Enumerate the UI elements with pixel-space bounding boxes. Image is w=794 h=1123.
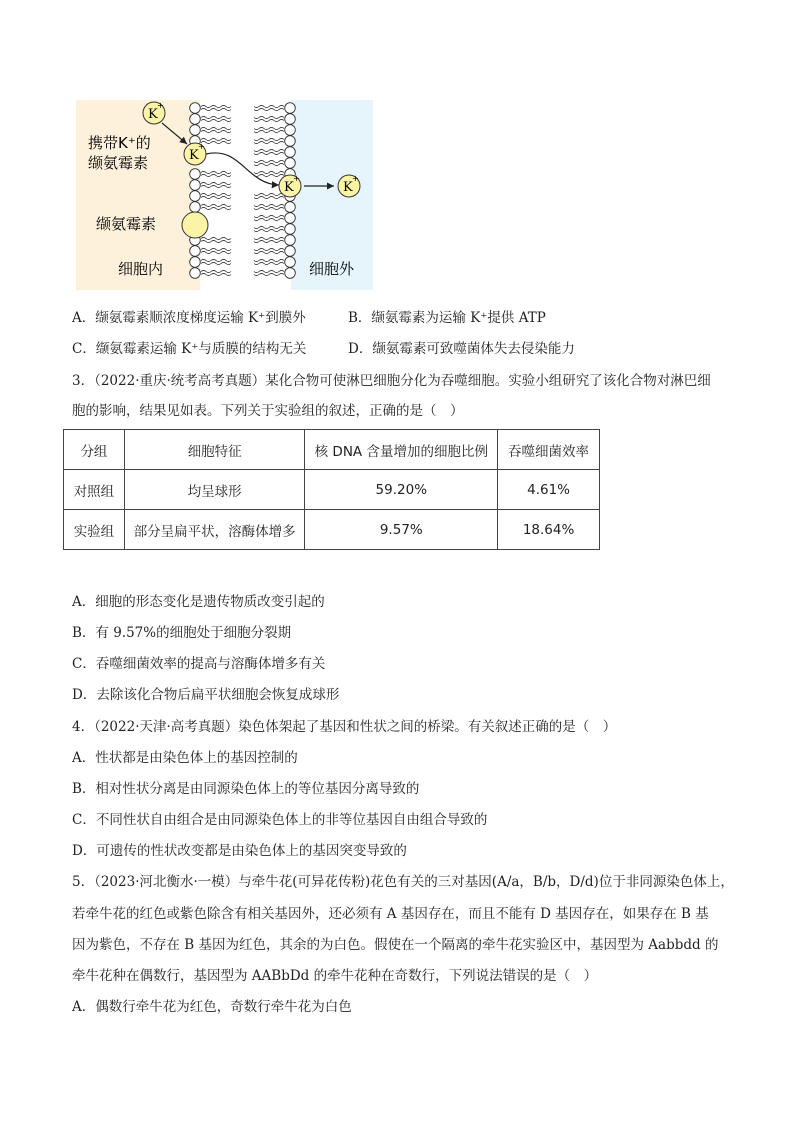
q5-stem-line-3: 因为紫色，不存在 B 基因为红色，其余的为白色。假使在一个隔离的牵牛花实验区中，基因型为 Aabbdd 的 xyxy=(72,937,719,953)
lipid-tail xyxy=(201,240,231,242)
lipid-tail xyxy=(254,171,284,173)
phospholipid-head xyxy=(285,224,296,235)
phospholipid-head xyxy=(285,103,296,114)
table-cell: 部分呈扁平状，溶酶体增多 xyxy=(124,510,305,550)
lipid-tail xyxy=(201,127,231,129)
lipid-tail xyxy=(254,130,284,132)
q4-stem: 4．（2022·天津·高考真题）染色体架起了基因和性状之间的桥梁。有关叙述正确的是（ ） xyxy=(72,719,617,735)
svg-text:K: K xyxy=(343,180,353,195)
phospholipid-head xyxy=(285,202,296,213)
q3-stem-line-2: 胞的影响，结果见如表。下列关于实验组的叙述，正确的是（ ） xyxy=(72,403,464,419)
lipid-tail xyxy=(254,119,284,121)
svg-text:+: + xyxy=(293,174,300,183)
membrane-diagram xyxy=(76,96,376,294)
lipid-tail xyxy=(201,262,231,264)
q2-option-b: B．缬氨霉素为运输 K⁺提供 ATP xyxy=(348,310,546,326)
q3-option-a: A．细胞的形态变化是遗传物质改变引起的 xyxy=(72,594,325,610)
q3-option-c: C．吞噬细菌效率的提高与溶酶体增多有关 xyxy=(72,656,326,672)
lipid-tail xyxy=(254,204,284,206)
lipid-tail xyxy=(201,259,231,261)
lipid-tail xyxy=(201,270,231,272)
lipid-tail xyxy=(201,193,231,195)
q2-option-a: A．缬氨霉素顺浓度梯度运输 K⁺到膜外 xyxy=(72,310,306,326)
lipid-tail xyxy=(201,185,231,187)
lipid-tail xyxy=(254,251,284,253)
phospholipid-head xyxy=(285,158,296,169)
lipid-tail xyxy=(201,182,231,184)
q5-stem-line-1: 5．（2023·河北衡水·一模）与牵牛花(可异花传粉)花色有关的三对基因(A/a，B/b，D/d)位于非同源染色体上， xyxy=(72,874,734,890)
phospholipid-head xyxy=(285,235,296,246)
phospholipid-head xyxy=(190,169,201,180)
phospholipid-head xyxy=(190,180,201,191)
lipid-tail xyxy=(254,116,284,118)
q5-stem-line-4: 牵牛花种在偶数行，基因型为 AABbDd 的牵牛花种在奇数行，下列说法错误的是（ ） xyxy=(72,968,598,984)
phospholipid-head xyxy=(190,125,201,136)
lipid-tail xyxy=(254,174,284,176)
lipid-tail xyxy=(254,149,284,151)
lipid-tail xyxy=(201,108,231,110)
lipid-tail xyxy=(201,138,231,140)
lipid-tail xyxy=(254,248,284,250)
lipid-tail xyxy=(254,138,284,140)
lipid-tail xyxy=(254,270,284,272)
carrier-label-1: 携带K⁺的 xyxy=(88,134,151,152)
phospholipid-head xyxy=(190,257,201,268)
table-cell: 实验组 xyxy=(64,510,125,550)
lipid-tail xyxy=(254,259,284,261)
carrier-label-2: 缬氨霉素 xyxy=(88,154,149,172)
phospholipid-head xyxy=(190,202,201,213)
lipid-tail xyxy=(254,262,284,264)
arrow-carrier-to-outer xyxy=(206,153,279,185)
lipid-tail xyxy=(254,163,284,165)
table-row xyxy=(64,510,600,550)
lipid-tail xyxy=(254,215,284,217)
svg-text:+: + xyxy=(157,101,164,110)
lipid-tail xyxy=(201,251,231,253)
phospholipid-head xyxy=(285,268,296,279)
q3-option-b: B．有 9.57%的细胞处于细胞分裂期 xyxy=(72,625,292,641)
lipid-tail xyxy=(254,105,284,107)
lipid-tail xyxy=(201,207,231,209)
lipid-tail xyxy=(201,119,231,121)
svg-text:+: + xyxy=(198,142,205,151)
table-row xyxy=(64,470,600,510)
q5-option-a: A．偶数行牵牛花为红色，奇数行牵牛花为白色 xyxy=(72,999,352,1015)
lipid-tail xyxy=(201,248,231,250)
table-header: 吞噬细菌效率 xyxy=(498,430,600,470)
q3-stem-line-1: 3．（2022·重庆·统考高考真题）某化合物可使淋巴细胞分化为吞噬细胞。实验小组研究了该化合物对淋巴细 xyxy=(72,373,711,389)
lipid-tail xyxy=(201,204,231,206)
phospholipid-head xyxy=(285,136,296,147)
lipid-tail xyxy=(254,160,284,162)
phospholipid-head xyxy=(190,103,201,114)
phospholipid-head xyxy=(190,246,201,257)
lipid-tail xyxy=(254,207,284,209)
table-header: 分组 xyxy=(64,430,125,470)
q5-stem-line-2: 若牵牛花的红色或紫色除含有相关基因外，还必须有 A 基因存在，而且不能有 D 基因存在，如果存在 B 基 xyxy=(72,906,709,922)
q4-option-d: D．可遗传的性状改变都是由染色体上的基因突变导致的 xyxy=(72,843,407,859)
phospholipid-head xyxy=(285,257,296,268)
table-cell: 59.20% xyxy=(305,470,498,510)
lipid-tail xyxy=(201,141,231,143)
lipid-tail xyxy=(201,237,231,239)
lipid-tail xyxy=(201,105,231,107)
lipid-tail xyxy=(254,193,284,195)
phospholipid-head xyxy=(190,268,201,279)
q2-option-c: C．缬氨霉素运输 K⁺与质膜的结构无关 xyxy=(72,341,307,357)
table-header: 核 DNA 含量增加的细胞比例 xyxy=(305,430,498,470)
lipid-tail xyxy=(254,229,284,231)
q3-results-table xyxy=(63,429,600,550)
phospholipid-head xyxy=(190,191,201,202)
table-cell: 4.61% xyxy=(498,470,600,510)
svg-text:+: + xyxy=(352,174,359,183)
valinomycin-label: 缬氨霉素 xyxy=(96,215,157,233)
svg-text:K: K xyxy=(189,148,199,163)
table-cell: 对照组 xyxy=(64,470,125,510)
inside-label: 细胞内 xyxy=(118,260,164,278)
q4-option-a: A．性状都是由染色体上的基因控制的 xyxy=(72,750,298,766)
phospholipid-head xyxy=(285,114,296,125)
k-ion-outer-membrane xyxy=(279,174,301,197)
q3-option-d: D．去除该化合物后扁平状细胞会恢复成球形 xyxy=(72,687,340,703)
lipid-tail xyxy=(254,108,284,110)
table-header-row xyxy=(64,430,600,470)
phospholipid-head xyxy=(285,246,296,257)
table-header: 细胞特征 xyxy=(124,430,305,470)
phospholipid-head xyxy=(285,125,296,136)
lipid-tail xyxy=(201,196,231,198)
q4-option-b: B．相对性状分离是由同源染色体上的等位基因分离导致的 xyxy=(72,781,420,797)
phospholipid-head xyxy=(285,147,296,158)
lipid-tail xyxy=(201,171,231,173)
lipid-tail xyxy=(201,130,231,132)
lipid-tail xyxy=(254,152,284,154)
lipid-tail xyxy=(201,273,231,275)
table-cell: 9.57% xyxy=(305,510,498,550)
lipid-tail xyxy=(201,174,231,176)
lipid-tail xyxy=(254,240,284,242)
lipid-tail xyxy=(254,141,284,143)
lipid-tail xyxy=(254,226,284,228)
lipid-tail xyxy=(254,237,284,239)
table-cell: 18.64% xyxy=(498,510,600,550)
lipid-tail xyxy=(201,116,231,118)
lipid-tail xyxy=(254,273,284,275)
lipid-tail xyxy=(254,218,284,220)
valinomycin-molecule xyxy=(182,212,208,238)
outside-label: 细胞外 xyxy=(309,260,355,278)
table-cell: 均呈球形 xyxy=(124,470,305,510)
membrane-transport-figure xyxy=(76,96,376,294)
q4-option-c: C．不同性状自由组合是由同源染色体上的非等位基因自由组合导致的 xyxy=(72,812,488,828)
phospholipid-head xyxy=(190,114,201,125)
lipid-tail xyxy=(254,127,284,129)
svg-text:K: K xyxy=(148,107,158,122)
svg-text:K: K xyxy=(284,180,294,195)
q2-option-d: D．缬氨霉素可致噬菌体失去侵染能力 xyxy=(348,341,575,357)
lipid-tail xyxy=(254,196,284,198)
phospholipid-head xyxy=(285,213,296,224)
